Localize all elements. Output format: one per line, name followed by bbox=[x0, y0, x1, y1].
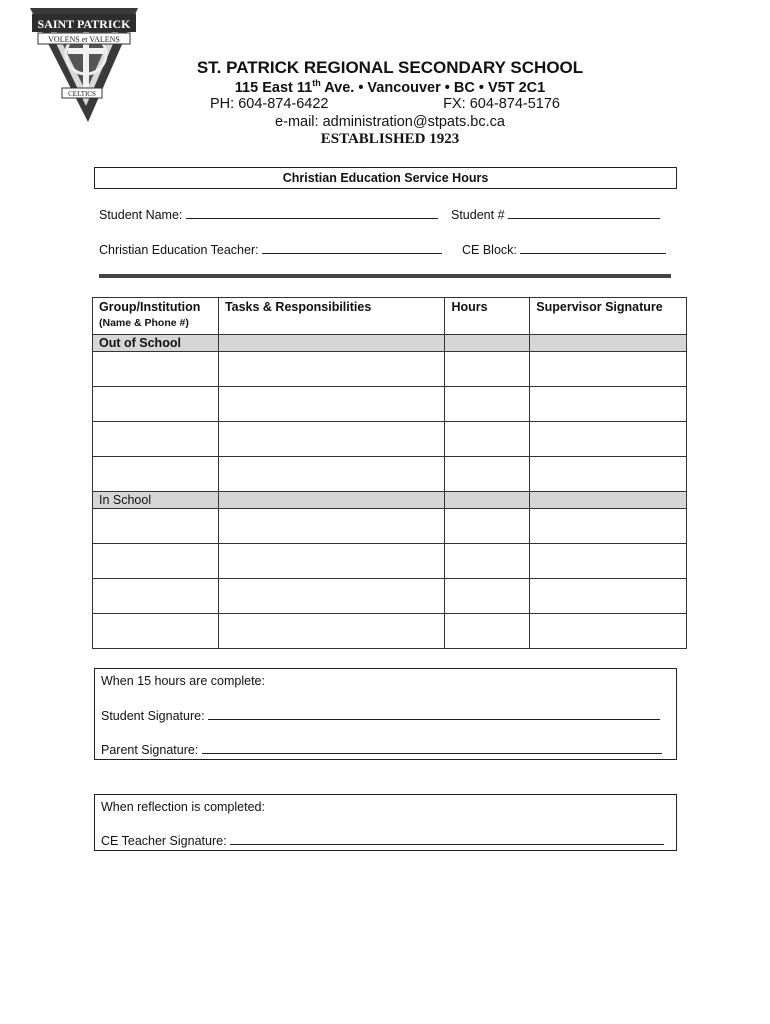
ce-block-label: CE Block: bbox=[462, 243, 517, 257]
address-street: 115 East 11 bbox=[234, 79, 313, 96]
table-row[interactable] bbox=[93, 387, 687, 422]
teacher-signature-label: CE Teacher Signature: bbox=[101, 834, 227, 848]
teacher-label: Christian Education Teacher: bbox=[99, 243, 259, 257]
student-signature-field[interactable] bbox=[101, 708, 660, 723]
col-group-header bbox=[93, 298, 219, 335]
table-row[interactable] bbox=[93, 544, 687, 579]
school-address bbox=[180, 78, 600, 96]
student-number-line[interactable] bbox=[508, 207, 660, 219]
teacher-signature-line[interactable] bbox=[230, 833, 664, 845]
ce-block-field[interactable] bbox=[462, 242, 666, 257]
fax-number: FX: 604-874-5176 bbox=[443, 96, 560, 112]
parent-signature-field[interactable] bbox=[101, 742, 662, 757]
teacher-field[interactable] bbox=[99, 242, 442, 257]
table-row[interactable] bbox=[93, 352, 687, 387]
student-number-label: Student # bbox=[451, 208, 505, 222]
crest-bottom-text: CELTICS bbox=[68, 90, 96, 98]
crest-motto: VOLENS et VALENS bbox=[48, 35, 120, 44]
col-group-sublabel: (Name & Phone #) bbox=[99, 317, 189, 329]
parent-signature-label: Parent Signature: bbox=[101, 743, 199, 757]
table-header-row bbox=[93, 298, 687, 335]
col-signature-header: Supervisor Signature bbox=[530, 298, 687, 335]
reflection-box bbox=[94, 794, 677, 851]
section-label: In School bbox=[93, 492, 219, 509]
teacher-signature-field[interactable] bbox=[101, 833, 664, 848]
phone-number: PH: 604-874-6422 bbox=[210, 96, 329, 112]
teacher-line[interactable] bbox=[262, 242, 442, 254]
student-name-line[interactable] bbox=[186, 207, 438, 219]
crest-emblem bbox=[28, 4, 140, 124]
parent-signature-line[interactable] bbox=[202, 742, 662, 754]
form-title: Christian Education Service Hours bbox=[94, 167, 677, 189]
completion-box bbox=[94, 668, 677, 760]
student-name-label: Student Name: bbox=[99, 208, 183, 222]
completion-heading: When 15 hours are complete: bbox=[101, 674, 265, 688]
school-crest-logo bbox=[28, 4, 140, 124]
school-email: e-mail: administration@stpats.bc.ca bbox=[275, 114, 505, 130]
section-label: Out of School bbox=[93, 335, 219, 352]
ce-block-line[interactable] bbox=[520, 242, 666, 254]
reflection-heading: When reflection is completed: bbox=[101, 800, 265, 814]
divider-rule bbox=[99, 274, 671, 278]
section-out-of-school bbox=[93, 335, 687, 352]
table-row[interactable] bbox=[93, 457, 687, 492]
table-row[interactable] bbox=[93, 614, 687, 649]
col-hours-header: Hours bbox=[445, 298, 530, 335]
school-name: ST. PATRICK REGIONAL SECONDARY SCHOOL bbox=[196, 58, 584, 77]
col-tasks-header: Tasks & Responsibilities bbox=[218, 298, 445, 335]
student-signature-line[interactable] bbox=[208, 708, 660, 720]
student-number-field[interactable] bbox=[451, 207, 660, 222]
address-ordinal: th bbox=[312, 78, 321, 88]
table-row[interactable] bbox=[93, 509, 687, 544]
table-row[interactable] bbox=[93, 579, 687, 614]
student-signature-label: Student Signature: bbox=[101, 709, 205, 723]
address-city: Ave. • Vancouver • BC • V5T 2C1 bbox=[320, 79, 546, 96]
section-in-school bbox=[93, 492, 687, 509]
established-year: ESTABLISHED 1923 bbox=[320, 131, 460, 147]
crest-top-text: SAINT PATRICK bbox=[37, 17, 131, 31]
student-name-field[interactable] bbox=[99, 207, 438, 222]
table-row[interactable] bbox=[93, 422, 687, 457]
col-group-label: Group/Institution bbox=[99, 300, 201, 314]
service-hours-table bbox=[92, 297, 687, 649]
